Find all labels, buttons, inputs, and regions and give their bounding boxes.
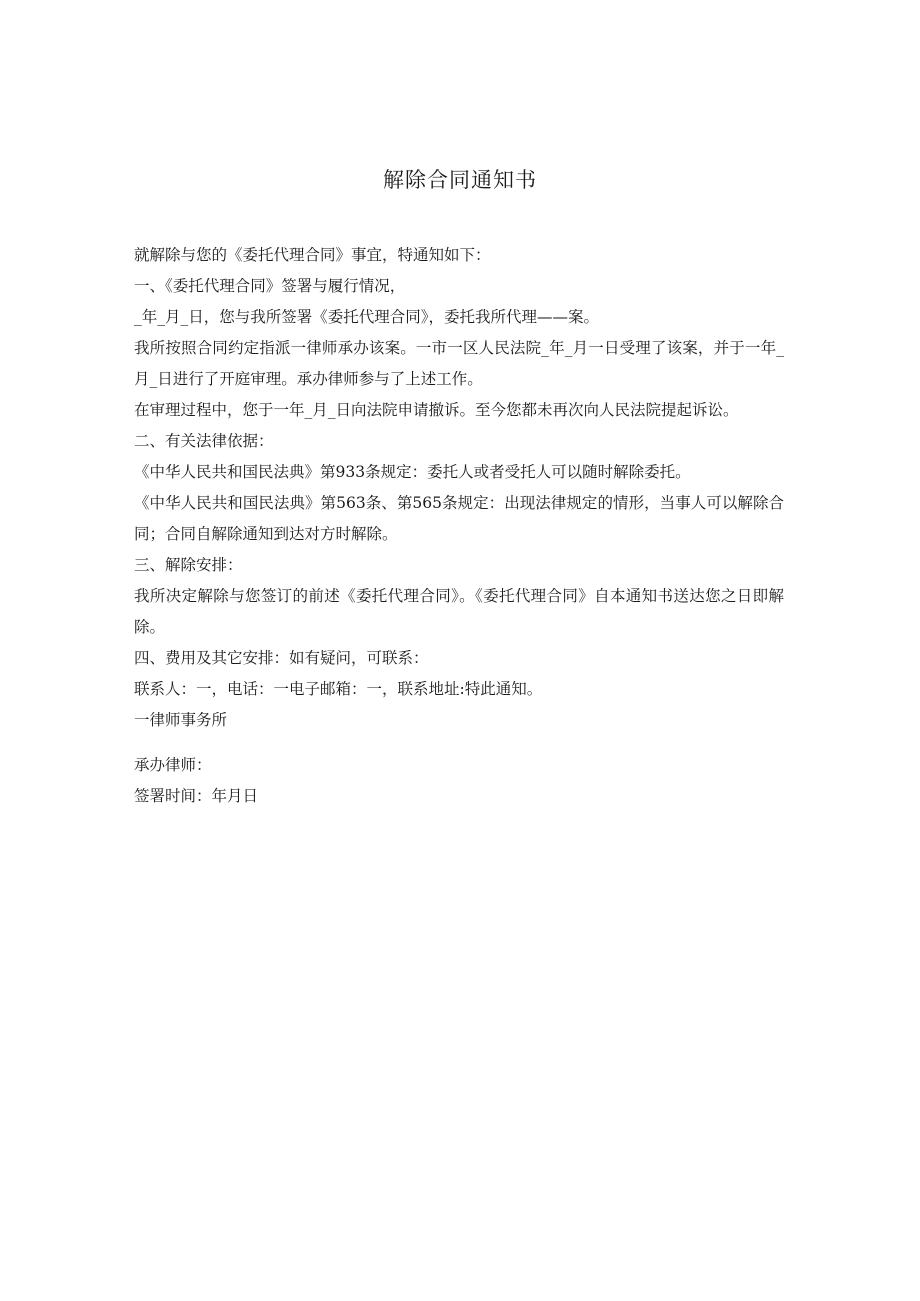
section-1-withdrawal-paragraph: 在审理过程中，您于一年_月_日向法院申请撤诉。至今您都未再次向人民法院提起诉讼。	[134, 401, 739, 419]
section-1-acceptance-paragraph: 我所按照合同约定指派一律师承办该案。一市一区人民法院_年_月一日受理了该案，并于一年_月_日进行了开庭审理。承办律师参与了上述工作。	[134, 339, 784, 388]
contact-line: 联系人：一，电话：一电子邮箱：一，联系地址:特此通知。	[134, 680, 543, 698]
section-1-heading: 一、《委托代理合同》签署与履行情况，	[134, 277, 406, 295]
section-3-heading: 三、解除安排：	[134, 556, 243, 574]
section-2-heading: 二、有关法律依据：	[134, 432, 274, 450]
signing-date-label: 签署时间：年月日	[134, 787, 259, 805]
section-1-signing-paragraph: _年_月_日，您与我所签署《委托代理合同》，委托我所代理——案。	[134, 308, 600, 326]
legal-basis-article-933: 《中华人民共和国民法典》第933条规定：委托人或者受托人可以随时解除委托。	[134, 463, 691, 481]
section-4-heading: 四、费用及其它安排：如有疑问，可联系：	[134, 649, 429, 667]
legal-basis-articles-563-565: 《中华人民共和国民法典》第563条、第565条规定：出现法律规定的情形，当事人可以解除合同；合同自解除通知到达对方时解除。	[134, 494, 784, 543]
document-body	[134, 240, 784, 812]
document-title: 解除合同通知书	[383, 168, 537, 192]
law-firm-name: 一律师事务所	[134, 711, 228, 729]
section-3-decision-paragraph: 我所决定解除与您签订的前述《委托代理合同》。《委托代理合同》自本通知书送达您之日即解除。	[134, 587, 784, 636]
intro-paragraph: 就解除与您的《委托代理合同》事宜，特通知如下：	[134, 246, 491, 264]
signature-spacer	[134, 736, 784, 750]
lawyer-signature-label: 承办律师：	[134, 756, 212, 774]
